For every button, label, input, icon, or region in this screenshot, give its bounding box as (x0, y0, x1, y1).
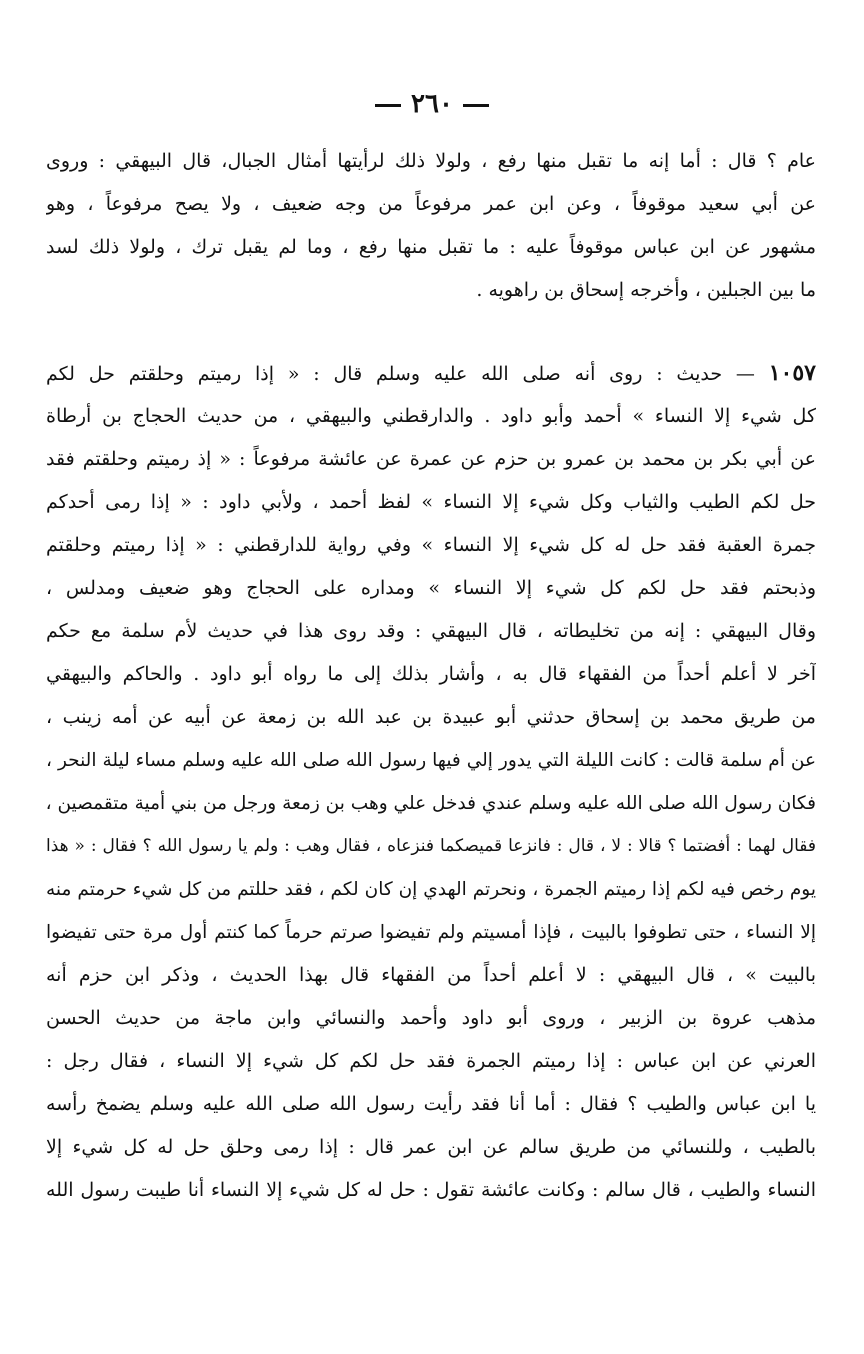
text-line: مذهب عروة بن الزبير ، وروى أبو داود وأحمد والنسائي وابن ماجة من حديث الحسن (46, 1007, 816, 1029)
text-line: بالبيت » ، قال البيهقي : لا أعلم أحداً من الفقهاء قال بهذا الحديث ، وذكر ابن حزم أنه (46, 964, 816, 986)
text-line: فكان رسول الله صلى الله عليه وسلم عندي فدخل علي وهب بن زمعة ورجل من بني أمية متقمصين ، (46, 793, 816, 814)
text-line: مشهور عن ابن عباس موقوفاً عليه : ما تقبل منها رفع ، وما لم يقبل ترك ، ولولا ذلك لسد (46, 236, 816, 258)
text-line: وذبحتم فقد حل لكم كل شيء إلا النساء » ومداره على الحجاج وهو ضعيف ومدلس ، (46, 577, 816, 599)
page-number-dash-left (375, 104, 401, 107)
page-number (0, 84, 864, 124)
text-line: إلا النساء ، حتى تطوفوا بالبيت ، فإذا أمسيتم ولم تفيضوا صرتم حرماً كما كنتم أول مرة حتى تفيضوا (46, 922, 816, 943)
text-line: يا ابن عباس والطيب ؟ فقال : أما أنا فقد رأيت رسول الله صلى الله عليه وسلم يضمخ رأسه (46, 1093, 816, 1115)
text-line: من طريق محمد بن إسحاق حدثني أبو عبيدة بن عبد الله بن زمعة عن أبيه عن أمه زينب ، (46, 706, 816, 728)
text-line: عام ؟ قال : أما إنه ما تقبل منها رفع ، ولولا ذلك لرأيتها أمثال الجبال، قال البيهقي : وروى (46, 150, 816, 172)
text-line: حل لكم الطيب والثياب وكل شيء إلا النساء » لفظ أحمد ، ولأبي داود : « إذا رمى أحدكم (46, 491, 816, 513)
text-line: النساء والطيب ، قال سالم : وكانت عائشة تقول : حل له كل شيء إلا النساء أنا طيبت رسول الله (46, 1179, 816, 1201)
hadith-first-line (46, 352, 816, 395)
page-number-text: ٢٦٠ (411, 89, 453, 119)
text-line: عن أبي بكر بن محمد بن عمرو بن حزم عن عمرة عن عائشة مرفوعاً : « إذ رميتم وحلقتم فقد (46, 448, 816, 470)
hadith-first-line-text: — حديث : روى أنه صلى الله عليه وسلم قال : « إذا رميتم وحلقتم حل لكم (46, 363, 755, 385)
text-line: عن أم سلمة قالت : كانت الليلة التي يدور إلي فيها رسول الله صلى الله عليه وسلم مساء ليلة النحر ، (46, 750, 816, 771)
text-line: فقال لهما : أفضتما ؟ قالا : لا ، قال : فانزعا قميصكما فنزعاه ، فقال وهب : ولم يا رسول الله ؟ فقال : « هذا (46, 836, 816, 856)
text-line: كل شيء إلا النساء » أحمد وأبو داود . والدارقطني والبيهقي ، من حديث الحجاج بن أرطاة (46, 405, 816, 427)
page-number-dash-right (463, 104, 489, 107)
text-line: وقال البيهقي : إنه من تخليطاته ، قال البيهقي : وقد روى هذا في حديث لأم سلمة مع حكم (46, 620, 816, 642)
text-line: العرني عن ابن عباس : إذا رميتم الجمرة فقد حل لكم كل شيء إلا النساء ، فقال رجل : (46, 1050, 816, 1072)
text-line: عن أبي سعيد موقوفاً ، وعن ابن عمر مرفوعاً من وجه ضعيف ، ولا يصح مرفوعاً ، وهو (46, 193, 816, 215)
text-line: يوم رخص فيه لكم إذا رميتم الجمرة ، ونحرتم الهدي إن كان لكم ، فقد حللتم من كل شيء حرمتم منه (46, 879, 816, 900)
text-line: آخر لا أعلم أحداً من الفقهاء قال به ، وأشار بذلك إلى ما رواه أبو داود . والحاكم والبيهقي (46, 663, 816, 685)
text-line: بالطيب ، وللنسائي من طريق سالم عن ابن عمر قال : إذا رمى وحلق حل له كل شيء إلا (46, 1136, 816, 1158)
text-line: جمرة العقبة فقد حل له كل شيء إلا النساء » وفي رواية للدارقطني : « إذا رميتم وحلقتم (46, 534, 816, 556)
paragraph-continuation (46, 140, 816, 312)
text-line: ما بين الجبلين ، وأخرجه إسحاق بن راهويه . (476, 279, 816, 301)
hadith-number: ١٠٥٧ (768, 360, 816, 386)
hadith-entry (46, 352, 816, 1212)
